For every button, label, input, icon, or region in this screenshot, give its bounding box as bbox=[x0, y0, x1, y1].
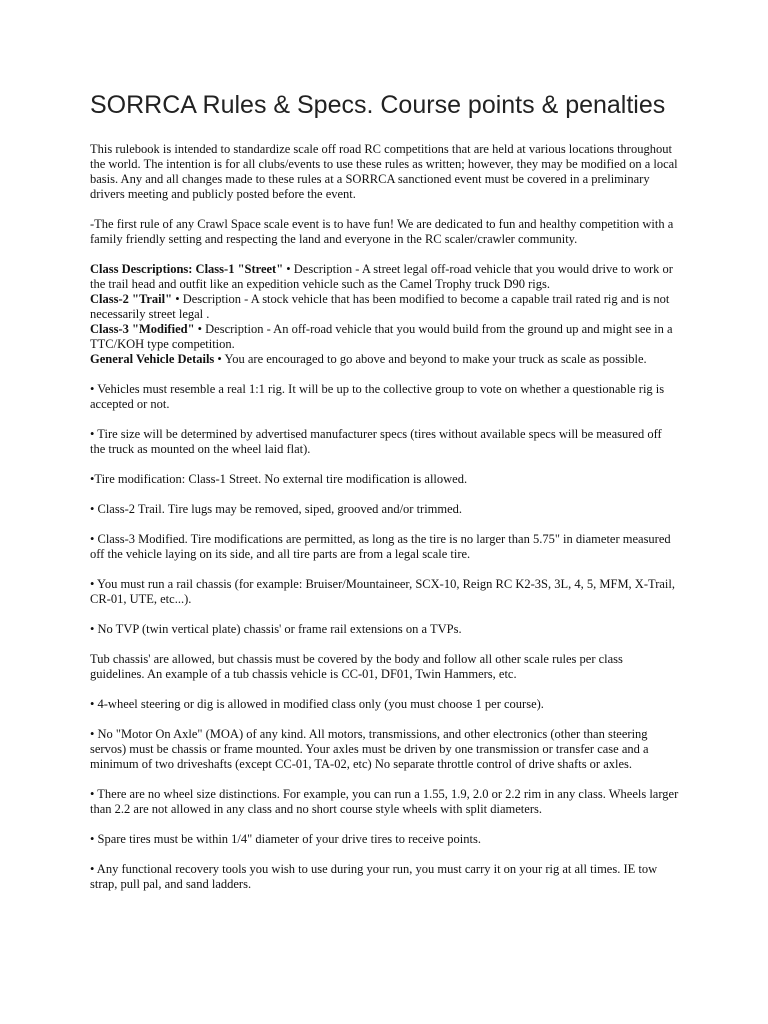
class-3-heading: Class-3 "Modified" bbox=[90, 322, 195, 336]
document-page bbox=[90, 88, 680, 907]
rule-paragraph: • Class-2 Trail. Tire lugs may be removed, siped, grooved and/or trimmed. bbox=[90, 502, 463, 516]
rule-paragraph: • Any functional recovery tools you wish to use during your run, you must carry it on your rig at all times. IE tow strap, pull pal, and sand ladders. bbox=[90, 862, 658, 891]
class-3-text: • Description - An off-road vehicle that you would build from the ground up and might see in a TTC/KOH type competition. bbox=[90, 322, 673, 351]
rule-paragraph: • Class-3 Modified. Tire modifications are permitted, as long as the tire is no larger than 5.75" in diameter measured off the vehicle laying on its side, and all tire parts are from a legal scale tire. bbox=[90, 532, 671, 561]
rule-paragraph: • You must run a rail chassis (for example: Bruiser/Mountaineer, SCX-10, Reign RC K2-3S, 3L, 4, 5, MFM, X-Trail, CR-01, UTE, etc...). bbox=[90, 577, 675, 606]
rule-paragraph: Tub chassis' are allowed, but chassis must be covered by the body and follow all other scale rules per class guidelines. An example of a tub chassis vehicle is CC-01, DF01, Twin Hammers, etc. bbox=[90, 652, 623, 681]
first-rule-paragraph: -The first rule of any Crawl Space scale event is to have fun! We are dedicated to fun and healthy competition with a family friendly setting and respecting the land and everyone in the RC scaler/crawler community. bbox=[90, 217, 674, 246]
general-details-heading: General Vehicle Details bbox=[90, 352, 215, 366]
rule-paragraph: •Tire modification: Class-1 Street. No external tire modification is allowed. bbox=[90, 472, 468, 486]
general-details-text: • You are encouraged to go above and beyond to make your truck as scale as possible. bbox=[214, 352, 647, 366]
rule-paragraph: • Vehicles must resemble a real 1:1 rig. It will be up to the collective group to vote on whether a questionable rig is accepted or not. bbox=[90, 382, 665, 411]
class-1-text: • Description - A street legal off-road vehicle that you would drive to work or the trail head and outfit like an expedition vehicle such as the Camel Trophy truck D90 rigs. bbox=[90, 262, 673, 291]
general-vehicle-details bbox=[90, 352, 680, 367]
rule-paragraph: • There are no wheel size distinctions. For example, you can run a 1.55, 1.9, 2.0 or 2.2 rim in any class. Wheels larger than 2.2 are not allowed in any class and no short course style wheels with split diameters. bbox=[90, 787, 679, 816]
class-1-heading: Class Descriptions: Class-1 "Street" bbox=[90, 262, 284, 276]
class-3-description bbox=[90, 322, 680, 352]
class-2-description bbox=[90, 292, 680, 322]
intro-paragraph: This rulebook is intended to standardize scale off road RC competitions that are held at various locations throughout the world. The intention is for all clubs/events to use these rules as written; however, they may be modified on a local basis. Any and all changes made to these rules at a SORRCA sanctioned event must be covered in a preliminary drivers meeting and publicly posted before the event. bbox=[90, 142, 678, 201]
rule-paragraph: • Spare tires must be within 1/4" diameter of your drive tires to receive points. bbox=[90, 832, 481, 846]
rule-paragraph: • No TVP (twin vertical plate) chassis' or frame rail extensions on a TVPs. bbox=[90, 622, 462, 636]
rule-paragraph: • 4-wheel steering or dig is allowed in modified class only (you must choose 1 per course). bbox=[90, 697, 544, 711]
document-title: SORRCA Rules & Specs. Course points & penalties bbox=[90, 91, 666, 119]
class-2-text: • Description - A stock vehicle that has been modified to become a capable trail rated rig and is not necessarily street legal . bbox=[90, 292, 670, 321]
rule-paragraph: • Tire size will be determined by advertised manufacturer specs (tires without available specs will be measured off the truck as mounted on the wheel laid flat). bbox=[90, 427, 662, 456]
class-2-heading: Class-2 "Trail" bbox=[90, 292, 173, 306]
rule-paragraph: • No "Motor On Axle" (MOA) of any kind. All motors, transmissions, and other electronics (other than steering servos) must be chassis or frame mounted. Your axles must be driven by one transmission or transfer case and a minimum of two driveshafts (except CC-01, TA-02, etc) No separate throttle control of drive shafts or axles. bbox=[90, 727, 649, 771]
class-1-description bbox=[90, 262, 680, 292]
